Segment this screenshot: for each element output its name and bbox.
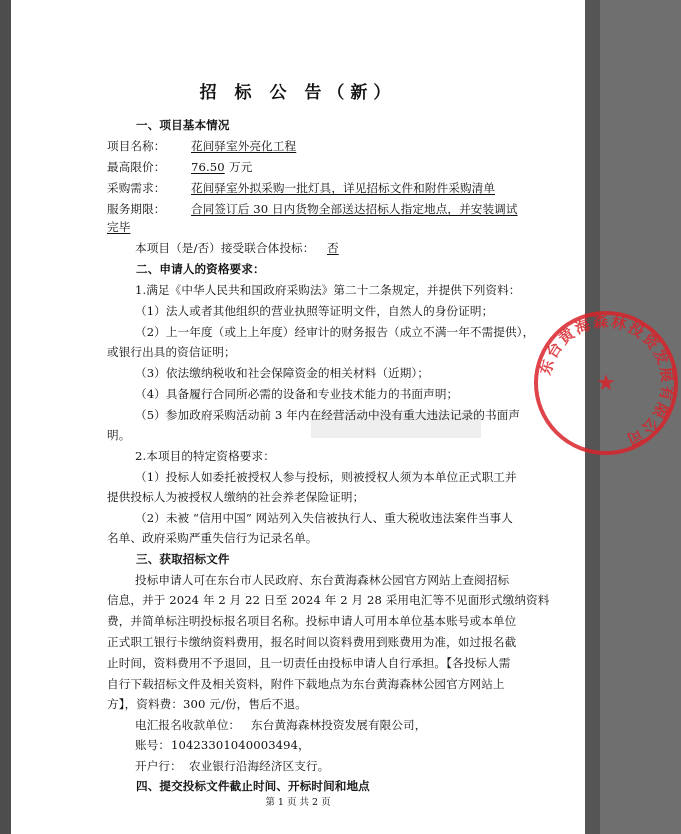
payee-value: 东台黄海森林投资发展有限公司， bbox=[251, 718, 427, 732]
qual-item-5: （5）参加政府采购活动前 3 年内在经营活动中没有重大违法记录的书面声 bbox=[135, 408, 521, 422]
section-3-heading: 三、获取招标文件 bbox=[136, 552, 230, 566]
qual-item-1: （1）法人或者其他组织的营业执照等证明文件，自然人的身份证明； bbox=[135, 304, 494, 318]
project-name-label: 项目名称： bbox=[107, 139, 166, 153]
bank-value: 农业银行沿海经济区支行。 bbox=[189, 759, 330, 773]
special-qual-1: （1）投标人如委托被授权人参与投标，则被授权人须为本单位正式职工并 bbox=[135, 470, 517, 484]
qual-item-5-cont: 明。 bbox=[107, 428, 131, 442]
obtain-para-line-6: 自行下载招标文件及相关资料，附件下载地点为东台黄海森林公园官方网站上 bbox=[107, 677, 505, 691]
account-value: 10423301040003494， bbox=[171, 738, 310, 752]
page-footer: 第 1 页 共 2 页 bbox=[265, 797, 331, 808]
obtain-para-line-5: 止时间，资料费用不予退回，且一切责任由投标申请人自行承担。【各投标人需 bbox=[107, 656, 511, 670]
max-price-label: 最高限价： bbox=[107, 160, 166, 174]
consortium-label: 本项目（是/否）接受联合体投标： bbox=[135, 241, 315, 255]
obtain-para-line-1: 投标申请人可在东台市人民政府、东台黄海森林公园官方网站上查阅招标 bbox=[135, 573, 510, 587]
qual-item-3: （3）依法缴纳税收和社会保障资金的相关材料（近期）； bbox=[135, 366, 430, 380]
account-label: 账号： bbox=[135, 738, 171, 752]
company-seal-icon bbox=[531, 308, 681, 458]
service-period-label: 服务期限： bbox=[107, 202, 166, 216]
obtain-para-line-3: 费，并简单标注明投标报名项目名称。投标申请人可用本单位基本账号或本单位 bbox=[107, 614, 517, 628]
viewer-left-gutter bbox=[0, 0, 11, 834]
special-qual-2: （2）未被 “信用中国” 网站列入失信被执行人、重大税收违法案件当事人 bbox=[135, 511, 513, 525]
qual-item-4: （4）具备履行合同所必需的设备和专业技术能力的书面声明； bbox=[135, 387, 459, 401]
requirement-value: 花间驿室外拟采购一批灯具，详见招标文件和附件采购清单 bbox=[191, 181, 496, 195]
payee-label: 电汇报名收款单位： bbox=[135, 718, 241, 732]
obtain-para-line-4: 正式职工银行卡缴纳资料费用，报名时间以资料费用到账费用为准，如过报名截 bbox=[107, 635, 517, 649]
max-price-unit: 万元 bbox=[229, 160, 253, 174]
special-qual-1-cont: 提供投标人为被授权人缴纳的社会养老保险证明； bbox=[107, 490, 365, 504]
max-price-value: 76.50 bbox=[191, 160, 225, 174]
qual-item-2: （2）上一年度（或上上年度）经审计的财务报告（成立不满一年不需提供）， bbox=[135, 325, 535, 339]
qual-item-2-cont: 或银行出具的资信证明； bbox=[107, 345, 236, 359]
service-period-value: 合同签订后 30 日内货物全部送达招标人指定地点，并安装调试 bbox=[191, 202, 518, 216]
requirement-label: 采购需求： bbox=[107, 181, 166, 195]
section-4-heading: 四、提交投标文件截止时间、开标时间和地点 bbox=[136, 779, 370, 793]
section-1-heading: 一、项目基本情况 bbox=[136, 118, 230, 132]
svg-text:★: ★ bbox=[596, 371, 616, 396]
obtain-para-line-2: 信息，并于 2024 年 2 月 22 日至 2024 年 2 月 28 采用电汇等不见面形式缴纳资料 bbox=[107, 593, 550, 607]
project-name-value: 花间驿室外亮化工程 bbox=[191, 139, 297, 153]
obtain-para-line-7: 方】，资料费：300 元/份，售后不退。 bbox=[107, 697, 307, 711]
document-page bbox=[11, 0, 677, 834]
qual-general: 1.满足《中华人民共和国政府采购法》第二十二条规定，并提供下列资料： bbox=[135, 283, 521, 297]
service-period-value-cont: 完毕 bbox=[107, 220, 131, 234]
special-qual-heading: 2.本项目的特定资格要求： bbox=[135, 449, 275, 463]
consortium-value: 否 bbox=[327, 241, 339, 255]
section-2-heading: 二、申请人的资格要求： bbox=[136, 262, 265, 276]
bank-label: 开户行： bbox=[135, 759, 182, 773]
page-title: 招 标 公 告（新） bbox=[199, 83, 397, 103]
svg-text:东台黄海森林投资发展有限公司: 东台黄海森林投资发展有限公司 bbox=[536, 312, 677, 450]
special-qual-2-cont: 名单、政府采购严重失信行为记录名单。 bbox=[107, 531, 318, 545]
